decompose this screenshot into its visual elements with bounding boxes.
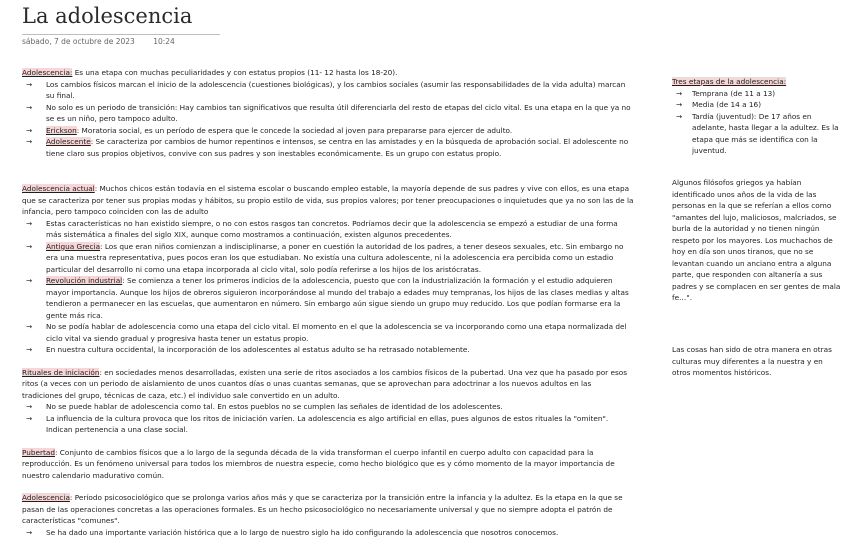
stages-heading-text: Tres etapas de la adolescencia: (672, 77, 787, 86)
section-pubertad (22, 447, 634, 482)
item-text: : Se comienza a tener los primeros indicios de la adolescencia, puesto que con la industrialización la formación y el estudio adquieren mayor importancia. Aunque los hijos de obreros siguieron incorporándose al mundo del trabajo a edades muy tempranas, los hijos de las clases medias y altas tendieron a permanecer en las escuelas, que aumentaron en número. Sin embargo aún sigue siendo un grupo muy reducido. Los que podían formarse era la gente más rica. (46, 276, 629, 320)
arrow-right-icon: → (26, 79, 33, 89)
philosophers-text: Algunos filósofos griegos ya habían identificado unos años de la vida de las personas en la que se referían a ellos como "amantes del lujo, maliciosos, malcriados, se burla de la autoridad y no tienen ningún respeto por los mayores. Los muchachos de hoy en día son unos tiranos, que no se levantan cuando un anciano entra a alguna parte, que responden con altanería a sus padres y se complacen en ser gentes de mala fe…". (672, 178, 841, 302)
item-text: Se ha dado una importante variación histórica que a lo largo de nuestro siglo ha ido configurando la adolescencia que nosotros conocemos. (46, 527, 559, 537)
list-item (22, 125, 634, 137)
section-adolescencia-definicion (22, 492, 634, 538)
item-term: Adolescente (46, 137, 91, 146)
list-item (22, 79, 634, 102)
section-adolescencia (22, 67, 634, 159)
arrow-right-icon: → (676, 100, 683, 109)
bullet-list (22, 218, 634, 356)
list-item (22, 218, 634, 241)
list-item (22, 102, 634, 125)
item-text: : Moratoria social, es un período de espera que le concede la sociedad al joven para prepararse para ejercer de adulto. (76, 125, 513, 135)
sidebar-other-cultures (672, 344, 842, 379)
arrow-right-icon: → (676, 88, 683, 98)
item-term: Erickson (46, 125, 77, 135)
section-term: Pubertad (22, 447, 55, 457)
section-text: : Período psicosociológico que se prolonga varios años más y que se caracteriza por la transición entre la infancia y la adultez. Es la etapa en la que se pasan de las operaciones concretas a las operaciones formales. Es un hecho psicosociológico no necesariamente universal y que no siempre adopta el patrón de características "comunes". (22, 493, 623, 525)
section-adolescencia-actual (22, 183, 634, 356)
section-paragraph (22, 367, 634, 402)
sidebar-stages (672, 76, 842, 157)
section-paragraph (22, 67, 634, 79)
other-cultures-text: Las cosas han sido de otra manera en otras culturas muy diferentes a la nuestra y en otros momentos históricos. (672, 345, 832, 377)
list-item (672, 88, 842, 100)
stages-heading (672, 76, 842, 88)
list-item (22, 344, 634, 356)
item-term: Antigua Grecia (46, 241, 101, 251)
list-item (672, 99, 842, 111)
item-text: : Los que eran niños comienzan a indisciplinarse, a poner en cuestión la autoridad de los padres, a tener deseos sexuales, etc. Sin embargo no era una muestra representativa, pues pocos eran los que estudiaban. No existía una cultura adolescente, ni la adolescencia era percibida como un estadio particular del desarrollo ni como una etapa incorporada al ciclo vital, solo podía referirse a los hijos de los aristócratas. (46, 241, 624, 274)
item-text: No se podía hablar de adolescencia como una etapa del ciclo vital. El momento en el que la adolescencia se va incorporando como una etapa normalizada del ciclo vital va siendo gradual y progresiva hasta tener un estatus propio. (46, 322, 627, 343)
item-term: Revolución industrial (46, 276, 123, 285)
item-text: Temprana (de 11 a 13) (692, 88, 776, 98)
item-text: Media (de 14 a 16) (692, 100, 762, 109)
section-term: Rituales de iniciación (22, 367, 100, 377)
list-item (22, 527, 634, 539)
bullet-list (22, 527, 634, 539)
item-text: Tardía (juventud): De 17 años en adelante, hasta llegar a la adultez. Es la etapa que más se identifica con la juventud. (692, 111, 839, 155)
spacer (22, 481, 634, 492)
arrow-right-icon: → (26, 527, 33, 537)
section-paragraph (22, 183, 634, 218)
section-text: : Conjunto de cambios físicos que a lo largo de la segunda década de la vida transforman el cuerpo infantil en cuerpo adulto con capacidad para la reproducción. Es un fenómeno universal para todos los miembros de nuestra especie, como hecho biológico que es y cómo momento de la mayor importancia de nuestro calendario madurativo común. (22, 447, 615, 480)
list-item (22, 413, 634, 436)
item-text: No se puede hablar de adolescencia como tal. En estos pueblos no se cumplen las señales de identidad de los adolescentes. (46, 402, 503, 411)
main-content (22, 67, 634, 538)
spacer (22, 356, 634, 367)
sidebar-philosophers (672, 177, 842, 304)
arrow-right-icon: → (26, 276, 33, 285)
stages-list (672, 88, 842, 157)
section-term: Adolescencia (22, 493, 70, 502)
item-text: La influencia de la cultura provoca que los ritos de iniciación varíen. La adolescencia es algo artificial en ellas, pues algunos de estos rituales la "omiten". Indican pertenencia a una clase social. (46, 413, 609, 434)
bullet-list (22, 79, 634, 160)
list-item (22, 275, 634, 321)
list-item (22, 136, 634, 159)
section-term: Adolescencia actual (22, 184, 95, 193)
arrow-right-icon: → (26, 413, 33, 423)
arrow-right-icon: → (26, 102, 33, 112)
section-text: : en sociedades menos desarrolladas, existen una serie de ritos asociados a los cambios físicos de la pubertad. Una vez que ha pasado por esos ritos (a veces con un periodo de aislamiento de unos cuantos días o unas cuantas semanas, que se aprovechan para adoctrinar a los nuevos adultos en las tradiciones del grupo, técnicas de caza, etc.) el individuo sale convertido en un adulto. (22, 367, 628, 400)
section-text: : Muchos chicos están todavía en el sistema escolar o buscando empleo estable, la mayoría depende de sus padres y vive con ellos, es una etapa que se caracteriza por tener sus propias modas y hábitos, su propio estilo de vida, sus propios valores; por tener preocupaciones o inquietudes que ya no son las de la infancia, pero tampoco coinciden con las de adulto (22, 184, 634, 216)
arrow-right-icon: → (676, 111, 683, 121)
note-meta (22, 37, 175, 46)
arrow-right-icon: → (26, 218, 33, 228)
title-divider (22, 34, 220, 35)
list-item (672, 111, 842, 157)
bullet-list (22, 401, 634, 436)
section-paragraph (22, 447, 634, 482)
arrow-right-icon: → (26, 241, 33, 251)
arrow-right-icon: → (26, 345, 33, 354)
list-item (22, 321, 634, 344)
spacer (22, 159, 634, 183)
note-date: sábado, 7 de octubre de 2023 (22, 37, 135, 46)
arrow-right-icon: → (26, 137, 33, 146)
arrow-right-icon: → (26, 125, 33, 135)
list-item (22, 401, 634, 413)
note-time: 10:24 (153, 37, 175, 46)
item-text: Estas características no han existido siempre, o no con estos rasgos tan concretos. Podríamos decir que la adolescencia se empezó a estudiar de una forma más sistemática a finales del siglo XIX, aunque como mostramos a continuación, existen algunos precedentes. (46, 218, 618, 239)
item-text: En nuestra cultura occidental, la incorporación de los adolescentes al estatus adulto se ha retrasado notablemente. (46, 345, 470, 354)
section-text: Es una etapa con muchas peculiaridades y con estatus propios (11- 12 hasta los 18-20). (72, 68, 398, 77)
item-text: Los cambios físicos marcan el inicio de la adolescencia (cuestiones biológicas), y los cambios sociales (asumir las responsabilidades de la vida adulta) marcan su final. (46, 79, 626, 100)
section-paragraph (22, 492, 634, 527)
list-item (22, 241, 634, 276)
arrow-right-icon: → (26, 322, 33, 331)
section-term: Adolescencia: (22, 68, 73, 77)
item-text: : Se caracteriza por cambios de humor repentinos e intensos, se centra en las amistades y en la búsqueda de aprobación social. El adolescente no tiene claro sus propios objetivos, convive con sus padres y son inestables económicamente. Es un grupo con estatus propio. (46, 137, 629, 158)
spacer (22, 436, 634, 447)
page-title: La adolescencia (22, 4, 193, 28)
arrow-right-icon: → (26, 402, 33, 411)
item-text: No solo es un periodo de transición: Hay cambios tan significativos que resulta útil diferenciarla del resto de etapas del ciclo vital. Es una etapa en la que ya no se es un niño, pero tampoco adulto. (46, 102, 631, 123)
section-rituales (22, 367, 634, 436)
